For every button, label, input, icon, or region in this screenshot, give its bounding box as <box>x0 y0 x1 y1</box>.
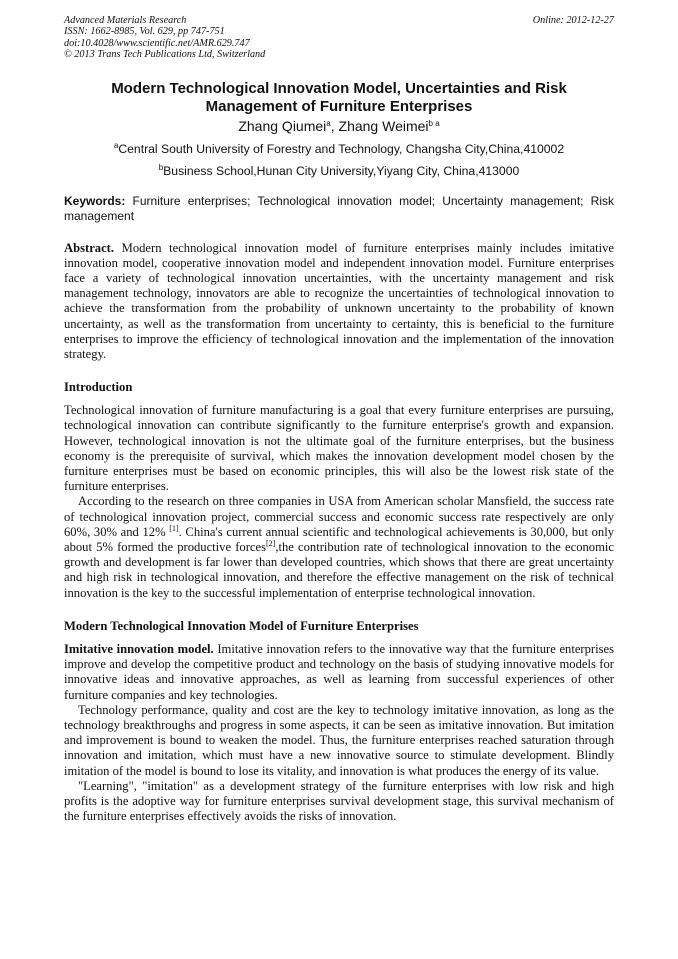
imitative-label: Imitative innovation model. <box>64 641 214 656</box>
abstract-label: Abstract. <box>64 240 115 255</box>
affiliation-b-mark: b <box>158 162 164 172</box>
keywords-label: Keywords: <box>64 193 126 208</box>
intro-p2-text-c: ,the contribution rate of technological innovation to the economic growth and development is far lower than developed countries, which shows that there are great uncertainty and high risk in technological innovation, and therefore the effective management on the risk of technical innovation is the key to the successful implementation of enterprise technological innovation. <box>64 540 614 600</box>
author-list <box>64 117 614 135</box>
journal-name: Advanced Materials Research <box>64 15 187 26</box>
imitative-p1-text: Imitative innovation refers to the innovative way that the furniture enterprises improve and develop the competitive product and technology on the basis of studying innovative models for innovative ideas and innovative approaches, as well as learning from successful experiences of other furniture companies and key technologies. <box>64 641 615 702</box>
author-2-affiliation-mark: b a <box>428 118 440 128</box>
doi-line: doi:10.4028/www.scientific.net/AMR.629.747 <box>64 37 250 49</box>
introduction-heading: Introduction <box>64 380 133 395</box>
author-separator: , <box>330 117 339 134</box>
keywords-text: Furniture enterprises; Technological innovation model; Uncertainty management; Risk management <box>64 193 614 223</box>
section-2-heading: Modern Technological Innovation Model of Furniture Enterprises <box>64 618 419 633</box>
paper-title <box>64 80 614 116</box>
author-1-affiliation-mark: a <box>326 118 331 128</box>
citation-1: [1] <box>169 523 179 533</box>
intro-paragraph-1: Technological innovation of furniture manufacturing is a goal that every furniture enterprises are pursuing, technological innovation can contribute significantly to the furniture enterprise's growth and expansion. However, technological innovation is not the ultimate goal of the furniture enterprises, but the business economy is the prerequisite of survival, which makes the innovation development model chosen by the furniture enterprises must be based on economic principles, this will also be the lowest risk state of the furniture enterprises. <box>64 403 614 494</box>
affiliation-b-text: Business School,Hunan City University,Yiyang City, China,413000 <box>163 163 520 178</box>
affiliation-a <box>64 142 614 156</box>
intro-paragraph-2 <box>64 494 614 600</box>
imitative-paragraph-3: "Learning", "imitation" as a development strategy of the furniture enterprises with low risk and high profits is the adoptive way for furniture enterprises survival development stage, this survival mechanism of the furniture enterprises effectively avoids the risks of innovation. <box>64 778 614 824</box>
affiliation-a-text: Central South University of Forestry and Technology, Changsha City,China,410002 <box>118 141 565 156</box>
issn-line: ISSN: 1662-8985, Vol. 629, pp 747-751 <box>64 26 225 38</box>
abstract <box>64 241 614 363</box>
intro-p2-text-a: According to the research on three companies in USA from American scholar Mansfield, the success rate of technological innovation project, commercial success and economic success rate respectively are only 60%, 30% and 12% <box>64 494 614 539</box>
affiliation-a-mark: a <box>113 140 119 150</box>
affiliation-b <box>64 164 614 178</box>
journal-header <box>64 15 614 61</box>
abstract-text: Modern technological innovation model of furniture enterprises mainly includes imitative innovation model, cooperative innovation model and independent innovation model. Furniture enterprises face a variety of technological innovation uncertainties, with the uncertainty management and risk management technology, innovators are able to recognize the uncertainties of technological innovation to achieve the transformation from the probability of unknown uncertainty to the probability of known uncertainty, as well as the transformation from uncertainty to certainty, this is beneficial to the furniture enterprises to improve the efficiency of technological innovation and the implementation of the innovation strategy. <box>64 240 614 362</box>
citation-2: [2] <box>266 539 276 549</box>
title-line-1: Modern Technological Innovation Model, Uncertainties and Risk <box>111 79 567 97</box>
author-1: Zhang Qiumei <box>238 117 327 134</box>
intro-p2-text-b: . China's current annual scientific and technological achievements is 30,000, but only about 5% formed the productive forces <box>64 524 615 555</box>
online-date: Online: 2012-12-27 <box>532 15 614 26</box>
imitative-paragraph-2: Technology performance, quality and cost are the key to technology imitative innovation, as long as the technology breakthroughs and progress in some aspects, it can be seen as imitative innovation. But imitation and improvement is bound to weaken the model. Thus, the furniture enterprises reached saturation through innovation and imitation, which must have a new innovative source to stimulate development. Blindly imitation of the model is bound to lose its vitality, and innovation is what produces the energy of its value. <box>64 702 614 778</box>
imitative-paragraph-1 <box>64 642 614 703</box>
author-2: Zhang Weimei <box>338 117 429 134</box>
copyright-line: © 2013 Trans Tech Publications Ltd, Switzerland <box>64 49 266 61</box>
keywords <box>64 194 614 224</box>
paper-page <box>64 15 614 824</box>
title-line-2: Management of Furniture Enterprises <box>205 97 473 115</box>
